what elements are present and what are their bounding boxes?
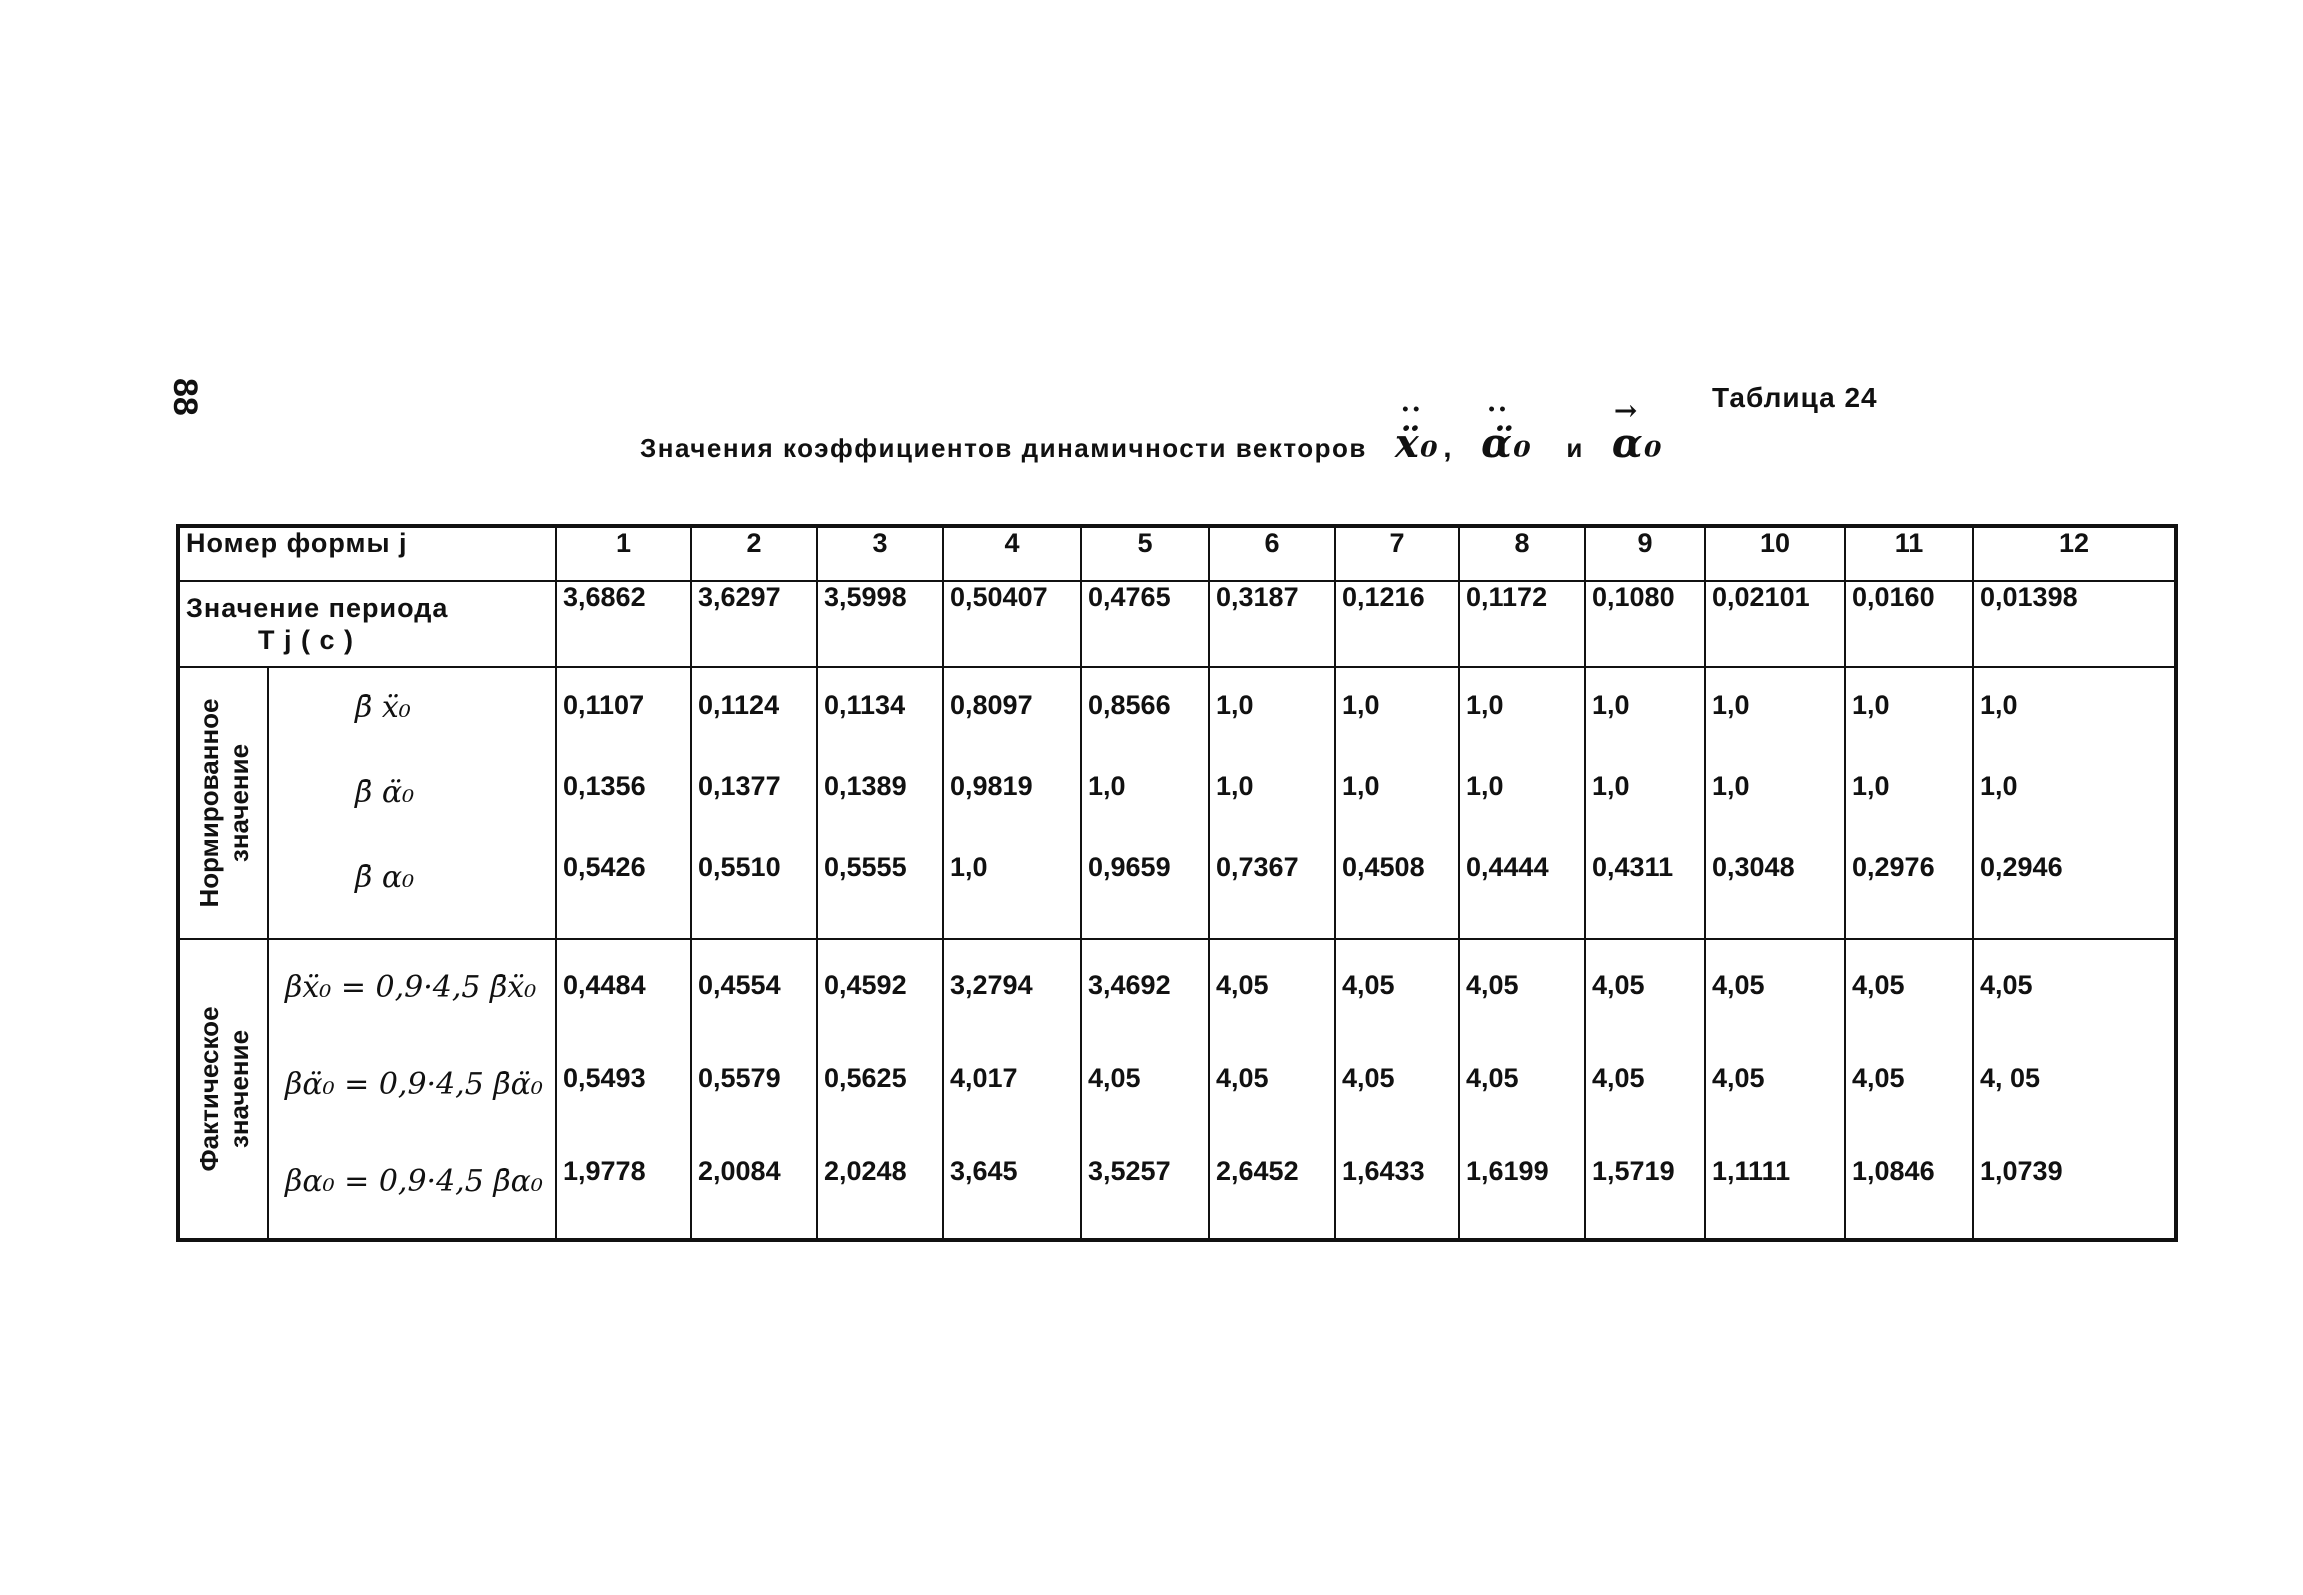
normalized-value: 1,0: [1466, 771, 1504, 801]
actual-col-10: [1705, 939, 1845, 1240]
normalized-col-5: [1081, 667, 1209, 939]
header-row: [178, 526, 2176, 581]
actual-value: 4,05: [1466, 970, 1519, 1000]
actual-value: 4,05: [1342, 1063, 1395, 1093]
actual-value: 3,5257: [1088, 1156, 1171, 1186]
normalized-label-line2: значение: [223, 743, 254, 863]
normalized-formulas: [268, 667, 556, 939]
page-number: 88: [166, 378, 204, 416]
normalized-value: 1,0: [1852, 771, 1890, 801]
actual-value: 4,05: [1712, 1063, 1765, 1093]
title-symbol-x-ddot: •• ẍ₀: [1395, 420, 1439, 467]
actual-col-5: [1081, 939, 1209, 1240]
normalized-value: 0,9819: [950, 771, 1033, 801]
normalized-value: 0,8097: [950, 690, 1033, 720]
actual-col-6: [1209, 939, 1335, 1240]
actual-value: 3,4692: [1088, 970, 1171, 1000]
actual-value: 2,6452: [1216, 1156, 1299, 1186]
formula-beta-x-ddot: βẍ₀ = 0,9·4,5 β̄ẍ₀: [285, 970, 537, 1005]
header-label: Номер формы j: [178, 526, 556, 581]
actual-col-11: [1845, 939, 1973, 1240]
actual-value: 1,1111: [1712, 1156, 1791, 1186]
title-symbol-alpha-ddot: •• α̈₀: [1481, 420, 1532, 467]
actual-value: 2,0248: [824, 1156, 907, 1186]
normalized-value: 0,2976: [1852, 852, 1935, 882]
table-label: Таблица 24: [1712, 382, 1878, 413]
period-value-7: 0,1216: [1335, 581, 1459, 667]
normalized-col-3: [817, 667, 943, 939]
normalized-value: 0,1107: [563, 690, 645, 720]
period-value-4: 0,50407: [943, 581, 1081, 667]
actual-value: 4,05: [1088, 1063, 1141, 1093]
period-label-line2: T j ( c ): [258, 625, 354, 655]
title-symbol-alpha-vector: → α₀: [1612, 420, 1663, 467]
period-label-line1: Значение периода: [186, 593, 449, 623]
header-col-2: 2: [691, 526, 817, 581]
normalized-group-row: [178, 667, 2176, 939]
actual-value: 1,0739: [1980, 1156, 2063, 1186]
actual-value: 4,05: [1592, 1063, 1645, 1093]
normalized-col-2: [691, 667, 817, 939]
normalized-value: 0,4508: [1342, 852, 1425, 882]
actual-group-label: [178, 939, 268, 1240]
actual-value: 4,017: [950, 1063, 1018, 1093]
normalized-col-10: [1705, 667, 1845, 939]
normalized-value: 1,0: [1216, 690, 1254, 720]
actual-value: 0,4484: [563, 970, 646, 1000]
header-col-9: 9: [1585, 526, 1705, 581]
normalized-col-4: [943, 667, 1081, 939]
formula-beta-bar-x-ddot: β̄ ẍ₀: [355, 690, 411, 725]
actual-col-8: [1459, 939, 1585, 1240]
actual-col-12: [1973, 939, 2176, 1240]
normalized-value: 1,0: [950, 852, 988, 882]
normalized-value: 0,2946: [1980, 852, 2063, 882]
actual-value: 0,5493: [563, 1063, 646, 1093]
actual-label-line1: Фактическое: [193, 1006, 224, 1172]
period-value-2: 3,6297: [691, 581, 817, 667]
normalized-value: 0,1124: [698, 690, 780, 720]
header-col-8: 8: [1459, 526, 1585, 581]
period-value-12: 0,01398: [1973, 581, 2176, 667]
normalized-col-6: [1209, 667, 1335, 939]
actual-col-9: [1585, 939, 1705, 1240]
actual-value: 4, 05: [1980, 1063, 2041, 1093]
normalized-value: 0,3048: [1712, 852, 1795, 882]
normalized-value: 1,0: [1342, 771, 1380, 801]
normalized-value: 1,0: [1088, 771, 1126, 801]
title-text: Значения коэффициентов динамичности векторов: [640, 433, 1367, 463]
period-value-6: 0,3187: [1209, 581, 1335, 667]
header-col-10: 10: [1705, 526, 1845, 581]
actual-value: 4,05: [1466, 1063, 1519, 1093]
normalized-value: 1,0: [1592, 771, 1630, 801]
actual-col-4: [943, 939, 1081, 1240]
actual-value: 4,05: [1852, 1063, 1905, 1093]
actual-value: 0,5579: [698, 1063, 781, 1093]
header-col-3: 3: [817, 526, 943, 581]
formula-beta-alpha: βα₀ = 0,9·4,5 β̄α₀: [285, 1164, 543, 1199]
actual-value: 2,0084: [698, 1156, 781, 1186]
actual-col-7: [1335, 939, 1459, 1240]
normalized-value: 1,0: [1592, 690, 1630, 720]
period-value-5: 0,4765: [1081, 581, 1209, 667]
normalized-value: 0,9659: [1088, 852, 1171, 882]
title-separator: ,: [1443, 431, 1454, 464]
actual-value: 3,2794: [950, 970, 1033, 1000]
formula-beta-alpha-ddot: βα̈₀ = 0,9·4,5 β̄α̈₀: [285, 1067, 543, 1102]
header-col-1: 1: [556, 526, 691, 581]
normalized-value: 1,0: [1466, 690, 1504, 720]
header-col-4: 4: [943, 526, 1081, 581]
normalized-label-line1: Нормированное: [193, 698, 224, 908]
actual-value: 4,05: [1980, 970, 2033, 1000]
actual-value: 4,05: [1342, 970, 1395, 1000]
header-col-5: 5: [1081, 526, 1209, 581]
normalized-group-label: [178, 667, 268, 939]
actual-value: 3,645: [950, 1156, 1018, 1186]
normalized-col-7: [1335, 667, 1459, 939]
normalized-col-1: [556, 667, 691, 939]
actual-value: 1,6199: [1466, 1156, 1549, 1186]
normalized-value: 1,0: [1216, 771, 1254, 801]
normalized-value: 1,0: [1980, 771, 2018, 801]
actual-value: 1,5719: [1592, 1156, 1675, 1186]
header-col-7: 7: [1335, 526, 1459, 581]
actual-value: 0,4592: [824, 970, 907, 1000]
actual-col-2: [691, 939, 817, 1240]
actual-value: 1,0846: [1852, 1156, 1935, 1186]
normalized-col-8: [1459, 667, 1585, 939]
period-value-3: 3,5998: [817, 581, 943, 667]
formula-beta-bar-alpha: β̄ α₀: [355, 860, 415, 895]
normalized-value: 0,4311: [1592, 852, 1674, 882]
formula-beta-bar-alpha-ddot: β̄ α̈₀: [355, 775, 415, 810]
actual-value: 1,9778: [563, 1156, 646, 1186]
actual-value: 4,05: [1852, 970, 1905, 1000]
period-label: [178, 581, 556, 667]
header-col-6: 6: [1209, 526, 1335, 581]
period-value-9: 0,1080: [1585, 581, 1705, 667]
period-value-1: 3,6862: [556, 581, 691, 667]
actual-label-line2: значение: [223, 1029, 254, 1149]
table-title: [640, 420, 1663, 467]
normalized-value: 1,0: [1712, 771, 1750, 801]
normalized-value: 0,8566: [1088, 690, 1171, 720]
normalized-value: 0,1389: [824, 771, 907, 801]
normalized-value: 0,5426: [563, 852, 646, 882]
actual-value: 0,4554: [698, 970, 781, 1000]
actual-value: 4,05: [1216, 1063, 1269, 1093]
actual-value: 4,05: [1712, 970, 1765, 1000]
actual-value: 1,6433: [1342, 1156, 1425, 1186]
period-row: [178, 581, 2176, 667]
normalized-value: 0,1356: [563, 771, 646, 801]
normalized-value: 1,0: [1712, 690, 1750, 720]
normalized-value: 0,5510: [698, 852, 781, 882]
period-value-8: 0,1172: [1459, 581, 1585, 667]
actual-value: 0,5625: [824, 1063, 907, 1093]
coefficients-table: [176, 524, 2178, 1242]
actual-value: 4,05: [1216, 970, 1269, 1000]
normalized-value: 0,1134: [824, 690, 906, 720]
header-col-12: 12: [1973, 526, 2176, 581]
normalized-col-12: [1973, 667, 2176, 939]
actual-formulas: [268, 939, 556, 1240]
normalized-value: 0,1377: [698, 771, 781, 801]
normalized-col-11: [1845, 667, 1973, 939]
normalized-value: 0,5555: [824, 852, 907, 882]
actual-col-1: [556, 939, 691, 1240]
period-value-10: 0,02101: [1705, 581, 1845, 667]
actual-value: 4,05: [1592, 970, 1645, 1000]
title-conjunction: и: [1566, 433, 1584, 463]
normalized-value: 1,0: [1342, 690, 1380, 720]
normalized-value: 0,4444: [1466, 852, 1549, 882]
actual-group-row: [178, 939, 2176, 1240]
actual-col-3: [817, 939, 943, 1240]
period-value-11: 0,0160: [1845, 581, 1973, 667]
normalized-col-9: [1585, 667, 1705, 939]
normalized-value: 1,0: [1852, 690, 1890, 720]
header-col-11: 11: [1845, 526, 1973, 581]
normalized-value: 1,0: [1980, 690, 2018, 720]
normalized-value: 0,7367: [1216, 852, 1299, 882]
